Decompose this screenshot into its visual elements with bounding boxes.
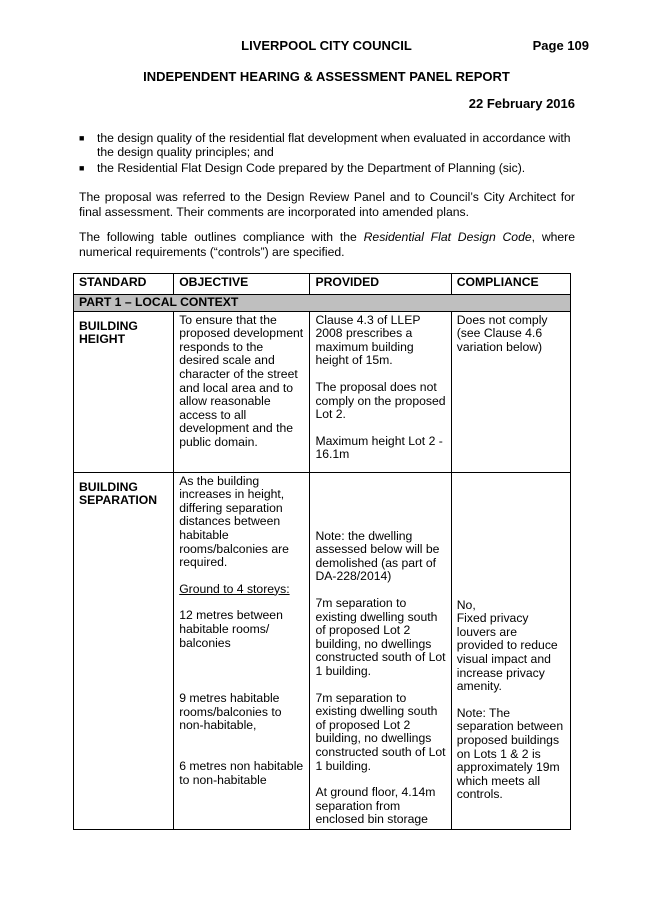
square-bullet-icon: ■ bbox=[79, 163, 85, 173]
report-date: 22 February 2016 bbox=[468, 96, 575, 111]
page-number: Page 109 bbox=[532, 38, 589, 53]
compliance-text: Note: The separation between proposed buildings on Lots 1 & 2 is approximately 19m which meets all controls. bbox=[456, 705, 564, 802]
provided-cell bbox=[310, 311, 451, 472]
provided-text: The proposal does not comply on the proposed Lot 2. bbox=[315, 379, 446, 422]
objective-text: 12 metres between habitable rooms/ balconies bbox=[179, 608, 283, 650]
bullet-item bbox=[79, 131, 575, 159]
bullet-item bbox=[79, 161, 575, 175]
square-bullet-icon: ■ bbox=[79, 133, 85, 143]
header-provided: PROVIDED bbox=[310, 274, 451, 295]
para-text: , where numerical requirements (“controls”) are specified. bbox=[79, 230, 576, 259]
provided-text: Clause 4.3 of LLEP 2008 prescribes a maximum building height of 15m. bbox=[315, 312, 421, 368]
table-row bbox=[74, 311, 571, 472]
council-name: LIVERPOOL CITY COUNCIL bbox=[241, 38, 412, 53]
standard-cell bbox=[74, 472, 174, 829]
paragraph-referral: The proposal was referred to the Design Review Panel and to Council’s City Architect for final assessment. Their comments are incorporated into amended plans. bbox=[79, 190, 575, 219]
objective-cell bbox=[174, 472, 310, 829]
bullet-list bbox=[79, 131, 575, 177]
standard-cell bbox=[74, 311, 174, 472]
objective-text: As the building increases in height, differing separation distances between habitable rooms/balconies are required. bbox=[179, 473, 289, 570]
header-compliance: COMPLIANCE bbox=[451, 274, 570, 295]
compliance-text: Does not comply (see Clause 4.6 variation below) bbox=[456, 312, 548, 354]
compliance-table bbox=[73, 273, 571, 830]
bullet-text: the design quality of the residential flat development when evaluated in accordance with the design quality principles; and bbox=[97, 131, 571, 159]
provided-note: Note: the dwelling assessed below will be demolished (as part of DA-228/2014) bbox=[315, 528, 440, 584]
compliance-cell bbox=[451, 472, 570, 829]
objective-text: 6 metres non habitable to non-habitable bbox=[179, 758, 304, 787]
paragraph-table-intro bbox=[79, 230, 575, 260]
provided-cell bbox=[310, 472, 451, 829]
standard-text: BUILDING HEIGHT bbox=[79, 318, 138, 347]
bullet-text: the Residential Flat Design Code prepared by the Department of Planning (sic). bbox=[97, 161, 526, 175]
report-title: INDEPENDENT HEARING & ASSESSMENT PANEL REPORT bbox=[143, 69, 510, 84]
table-row bbox=[74, 472, 571, 829]
para-code-name: Residential Flat Design Code bbox=[363, 230, 532, 244]
provided-text: 7m separation to existing dwelling south of proposed Lot 2 building, no dwellings constructed south of Lot 1 building. bbox=[315, 595, 446, 678]
objective-text: 9 metres habitable rooms/balconies to non-habitable, bbox=[179, 691, 282, 733]
compliance-cell bbox=[451, 311, 570, 472]
standard-text: BUILDING SEPARATION bbox=[79, 479, 158, 508]
header-objective: OBJECTIVE bbox=[174, 274, 310, 295]
provided-text: At ground floor, 4.14m separation from enclosed bin storage bbox=[315, 785, 436, 827]
objective-text: To ensure that the proposed development responds to the desired scale and character of the street and local area and to allow reasonable access to all development and the public domain. bbox=[179, 312, 304, 449]
para-text: The following table outlines compliance with the bbox=[79, 230, 364, 244]
compliance-text: No, bbox=[456, 597, 476, 612]
objective-subheading: Ground to 4 storeys: bbox=[179, 581, 290, 596]
provided-text: 7m separation to existing dwelling south of proposed Lot 2 building, no dwellings constructed south of Lot 1 building. bbox=[315, 690, 446, 773]
header-standard: STANDARD bbox=[74, 274, 174, 295]
provided-text: Maximum height Lot 2 - 16.1m bbox=[315, 433, 443, 462]
objective-cell bbox=[174, 311, 310, 472]
section-row bbox=[74, 295, 571, 312]
section-title: PART 1 – LOCAL CONTEXT bbox=[74, 295, 571, 312]
compliance-text: Fixed privacy louvers are provided to reduce visual impact and increase privacy amenity. bbox=[456, 611, 558, 694]
table-header-row bbox=[74, 274, 571, 295]
